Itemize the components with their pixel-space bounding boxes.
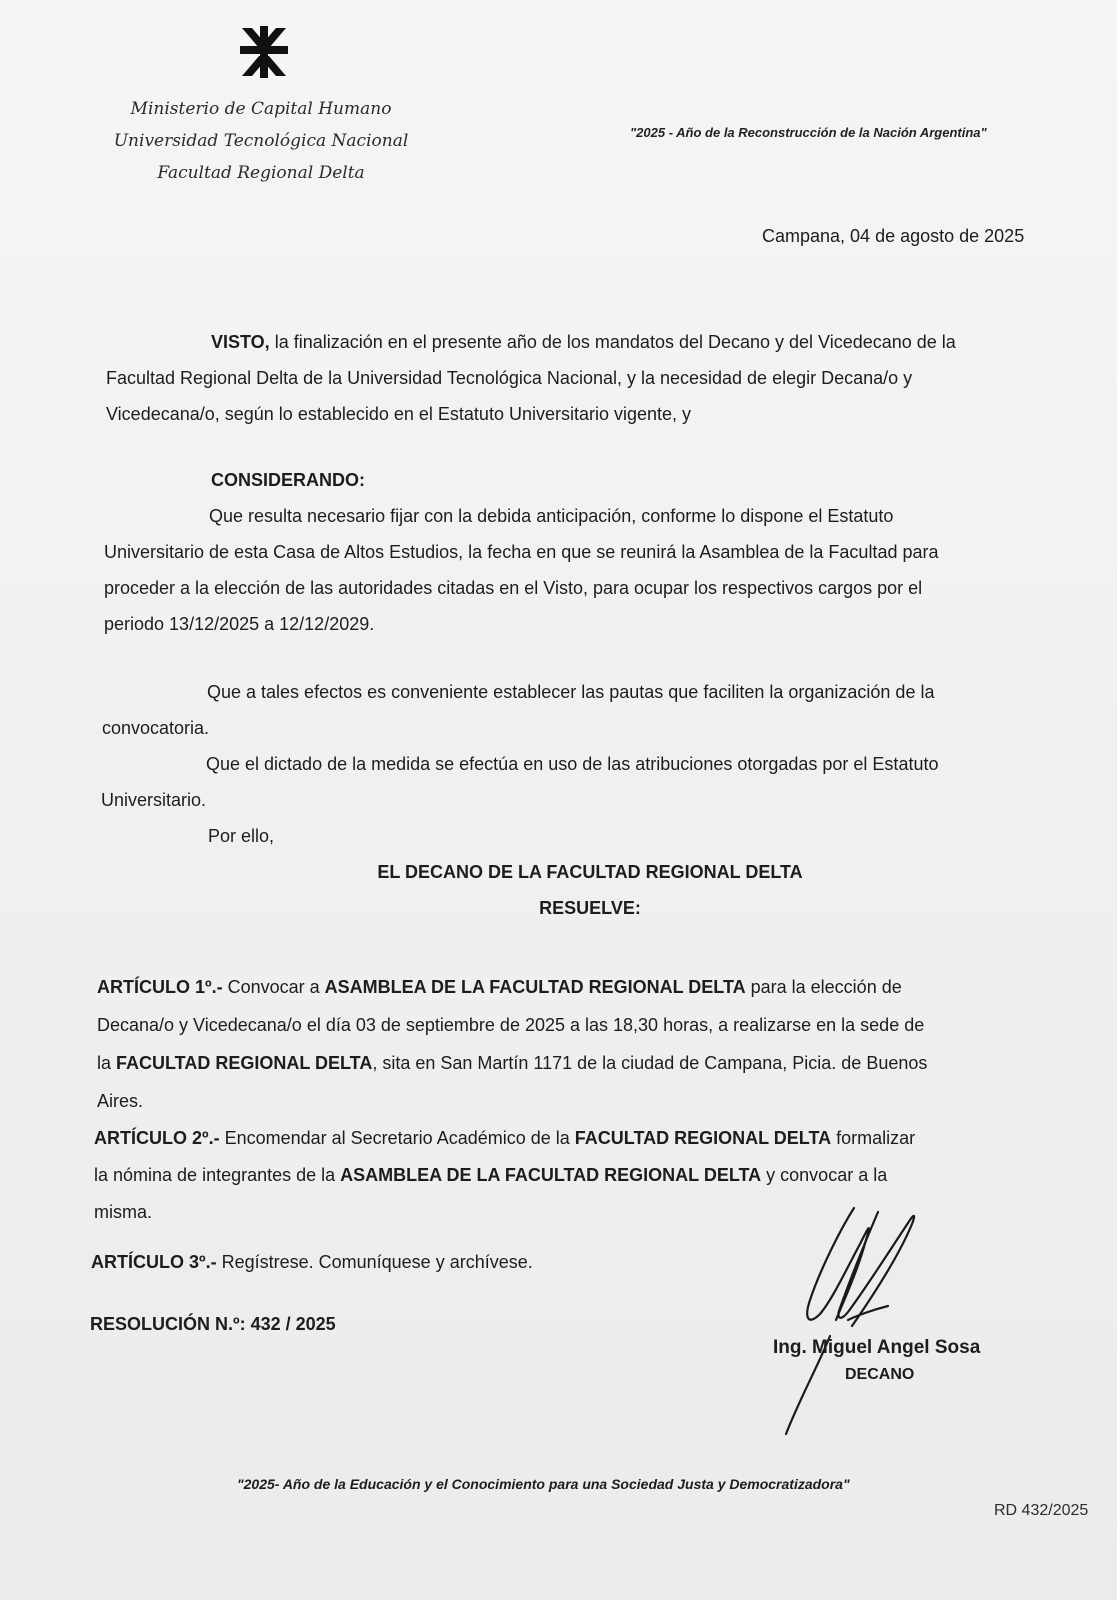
letterhead: [96, 93, 426, 189]
visto-text: la finalización en el presente año de los mandatos del Decano y del Vicedecano de la: [269, 332, 956, 352]
footer-motto: "2025- Año de la Educación y el Conocimiento para una Sociedad Justa y Democratizadora": [237, 1476, 850, 1492]
utn-logo-icon: [236, 24, 292, 80]
document-date: Campana, 04 de agosto de 2025: [762, 226, 1025, 246]
resolution-number: RESOLUCIÓN N.º: 432 / 2025: [90, 1314, 336, 1334]
considerando-label: CONSIDERANDO:: [211, 470, 366, 490]
handwritten-signature: [770, 1200, 970, 1440]
letterhead-faculty: Facultad Regional Delta: [157, 163, 365, 183]
letterhead-ministry: Ministerio de Capital Humano: [130, 99, 392, 119]
document-reference: RD 432/2025: [994, 1502, 1089, 1519]
por-ello: Por ello,: [208, 826, 275, 846]
considerando-paragraph-2: Que a tales efectos es conveniente establecer las pautas que faciliten la organización de la convocatoria.: [102, 682, 935, 738]
authority-heading: EL DECANO DE LA FACULTAD REGIONAL DELTA: [377, 862, 803, 882]
considerando-paragraph-3: Que el dictado de la medida se efectúa en uso de las atribuciones otorgadas por el Estatuto Universitario.: [101, 754, 939, 810]
letterhead-university: Universidad Tecnológica Nacional: [113, 131, 409, 151]
article-3: ARTÍCULO 3º.- Regístrese. Comuníquese y archívese.: [91, 1252, 533, 1272]
considerando-paragraph-1: Que resulta necesario fijar con la debida anticipación, conforme lo dispone el Estatuto Universitario de esta Casa de Altos Estudios, la fecha en que se reunirá la Asamblea de la Facultad para proceder a la elección de las autoridades citadas en el Visto, para ocupar los respectivos cargos por el periodo 13/12/2025 a 12/12/2029.: [104, 506, 939, 634]
visto-text: Facultad Regional Delta de la Universidad Tecnológica Nacional, y la necesidad de elegir Decana/o y: [106, 368, 913, 388]
visto-text: Vicedecana/o, según lo establecido en el Estatuto Universitario vigente, y: [106, 404, 692, 424]
resuelve-heading: RESUELVE:: [539, 898, 641, 918]
signer-title: DECANO: [845, 1366, 915, 1383]
signer-name: Ing. Miguel Angel Sosa: [773, 1337, 981, 1358]
header-motto: "2025 - Año de la Reconstrucción de la Nación Argentina": [630, 125, 987, 140]
article-1: ARTÍCULO 1º.- Convocar a ASAMBLEA DE LA FACULTAD REGIONAL DELTA para la elección de Decana/o y Vicedecana/o el día 03 de septiembre de 2025 a las 18,30 horas, a realizarse en la sede de la FACULTAD REGIONAL DELTA, sita en San Martín 1171 de la ciudad de Campana, Picia. de Buenos Aires.: [97, 977, 928, 1111]
visto-label: VISTO,: [211, 332, 270, 352]
visto-section: [106, 324, 1076, 432]
article-2: ARTÍCULO 2º.- Encomendar al Secretario Académico de la FACULTAD REGIONAL DELTA formalizar la nómina de integrantes de la ASAMBLEA DE LA FACULTAD REGIONAL DELTA y convocar a la misma.: [94, 1128, 916, 1222]
